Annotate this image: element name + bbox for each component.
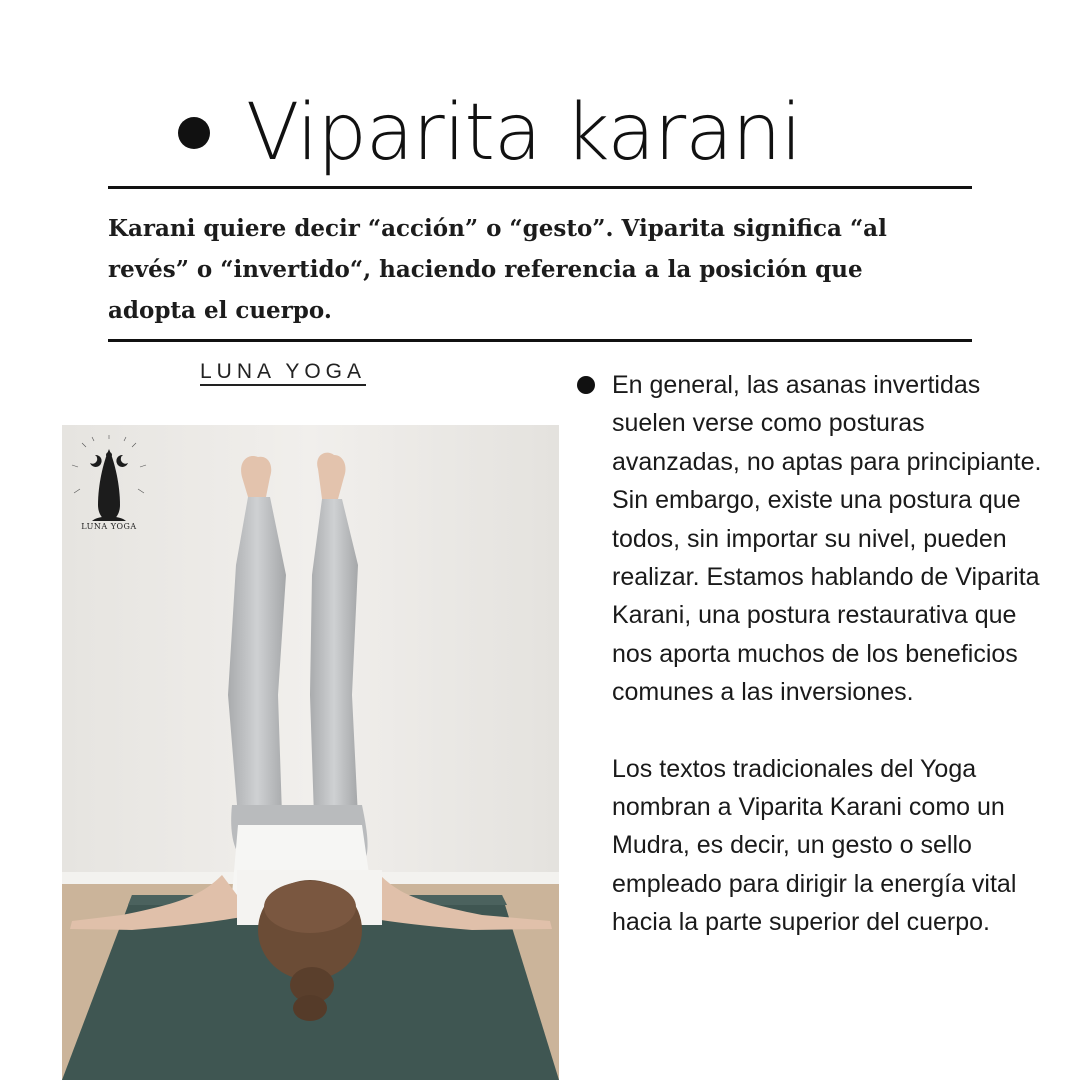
top-divider bbox=[108, 186, 972, 189]
body-column bbox=[612, 366, 1042, 942]
intro-text: Karani quiere decir “acción” o “gesto”. Viparita significa “al revés” o “invertido“, haciendo referencia a la posición que adopta el cuerpo. bbox=[108, 215, 887, 324]
title-row bbox=[178, 88, 801, 178]
bottom-divider bbox=[108, 339, 972, 342]
brand-label: LUNA YOGA bbox=[200, 360, 366, 383]
body-paragraph-1: En general, las asanas invertidas suelen verse como posturas avanzadas, no aptas para principiante. Sin embargo, existe una postura que todos, sin importar su nivel, pueden realizar. Estamos hablando de Viparita Karani, una postura restaurativa que nos aporta muchos de los beneficios comunes a las inversiones. bbox=[612, 371, 1042, 707]
yoga-photo bbox=[62, 425, 559, 1080]
logo-text: LUNA YOGA bbox=[81, 522, 137, 531]
body-bullet bbox=[577, 376, 595, 394]
title-bullet bbox=[178, 117, 210, 149]
page-title: Viparita karani bbox=[246, 88, 802, 178]
body-paragraph-2: Los textos tradicionales del Yoga nombran a Viparita Karani como un Mudra, es decir, un gesto o sello empleado para dirigir la energía vital hacia la parte superior del cuerpo. bbox=[612, 754, 1017, 937]
